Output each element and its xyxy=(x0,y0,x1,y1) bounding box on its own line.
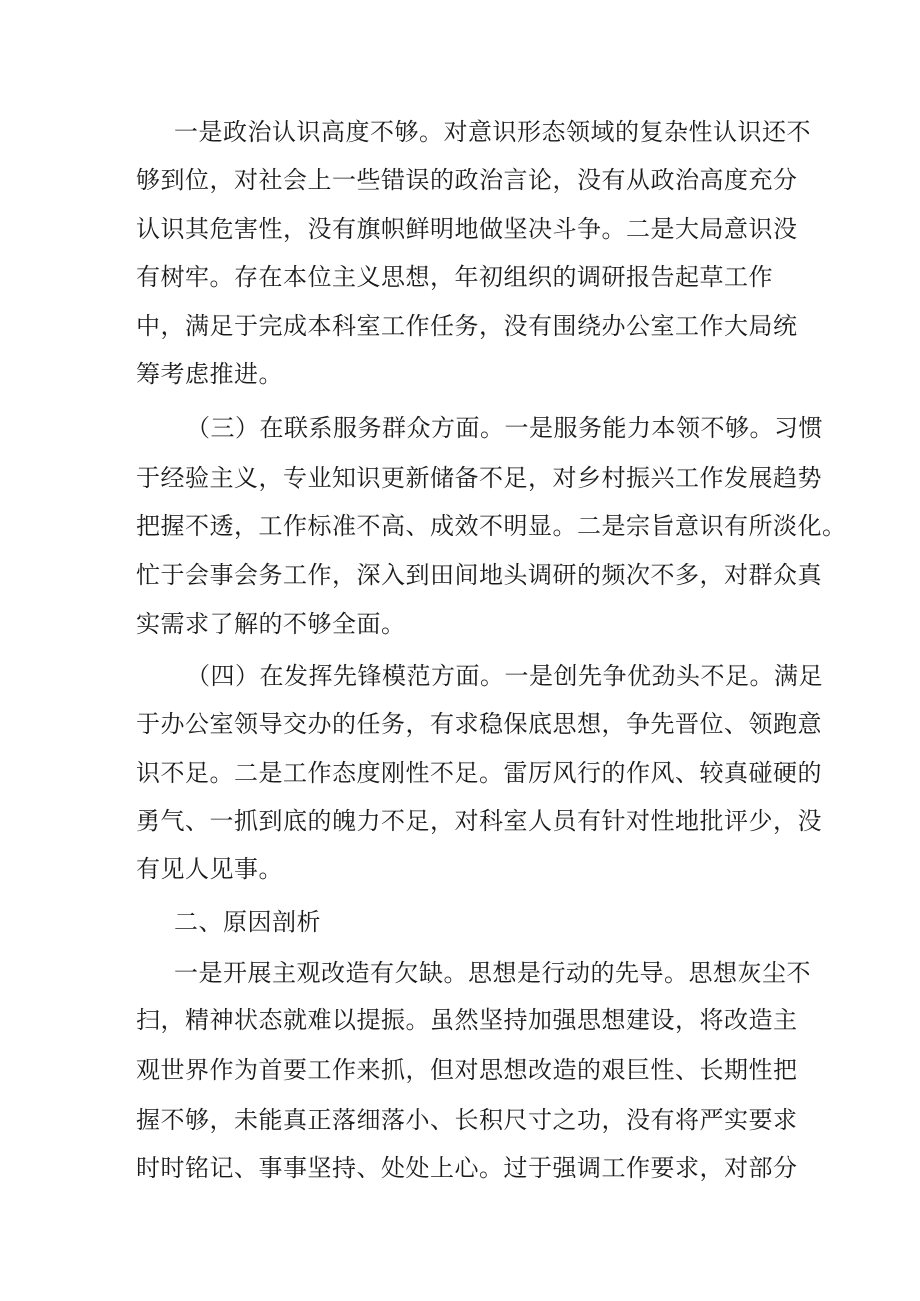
paragraph-5-line-5: 时时铭记、事事坚持、处处上心。过于强调工作要求，对部分 xyxy=(136,1154,798,1182)
paragraph-3-line-4: 勇气、一抓到底的魄力不足，对科室人员有针对性地批评少，没 xyxy=(136,807,822,835)
paragraph-1-line-5: 中，满足于完成本科室工作任务，没有围绕办公室工作大局统 xyxy=(136,312,798,340)
paragraph-3-line-5: 有见人见事。 xyxy=(136,855,283,883)
paragraph-1-line-6: 筹考虑推进。 xyxy=(136,360,283,388)
paragraph-1-line-1: 一是政治认识高度不够。对意识形态领域的复杂性认识还不 xyxy=(174,118,811,146)
paragraph-1-line-2: 够到位，对社会上一些错误的政治言论，没有从政治高度充分 xyxy=(136,166,798,194)
paragraph-5-line-2: 扫，精神状态就难以提振。虽然坚持加强思想建设，将改造主 xyxy=(136,1006,798,1034)
paragraph-5-line-4: 握不够，未能真正落细落小、长积尺寸之功，没有将严实要求 xyxy=(136,1106,798,1134)
paragraph-5-line-1: 一是开展主观改造有欠缺。思想是行动的先导。思想灰尘不 xyxy=(174,959,811,987)
paragraph-3-line-1: （四）在发挥先锋模范方面。一是创先争优劲头不足。满足 xyxy=(186,662,823,690)
paragraph-2-line-3: 把握不透，工作标准不高、成效不明显。二是宗旨意识有所淡化。 xyxy=(136,512,847,540)
paragraph-3-line-2: 于办公室领导交办的任务，有求稳保底思想，争先晋位、领跑意 xyxy=(136,710,822,738)
paragraph-1-line-4: 有树牢。存在本位主义思想，年初组织的调研报告起草工作 xyxy=(136,263,773,291)
section-heading: 二、原因剖析 xyxy=(174,908,321,936)
paragraph-3-line-3: 识不足。二是工作态度刚性不足。雷厉风行的作风、较真碰硬的 xyxy=(136,759,822,787)
paragraph-2-line-5: 实需求了解的不够全面。 xyxy=(136,610,406,638)
paragraph-2-line-1: （三）在联系服务群众方面。一是服务能力本领不够。习惯 xyxy=(186,414,823,442)
paragraph-2-line-2: 于经验主义，专业知识更新储备不足，对乡村振兴工作发展趋势 xyxy=(136,464,822,492)
paragraph-1-line-3: 认识其危害性，没有旗帜鲜明地做坚决斗争。二是大局意识没 xyxy=(136,215,798,243)
paragraph-5-line-3: 观世界作为首要工作来抓，但对思想改造的艰巨性、长期性把 xyxy=(136,1056,798,1084)
paragraph-2-line-4: 忙于会事会务工作，深入到田间地头调研的频次不多，对群众真 xyxy=(136,561,822,589)
